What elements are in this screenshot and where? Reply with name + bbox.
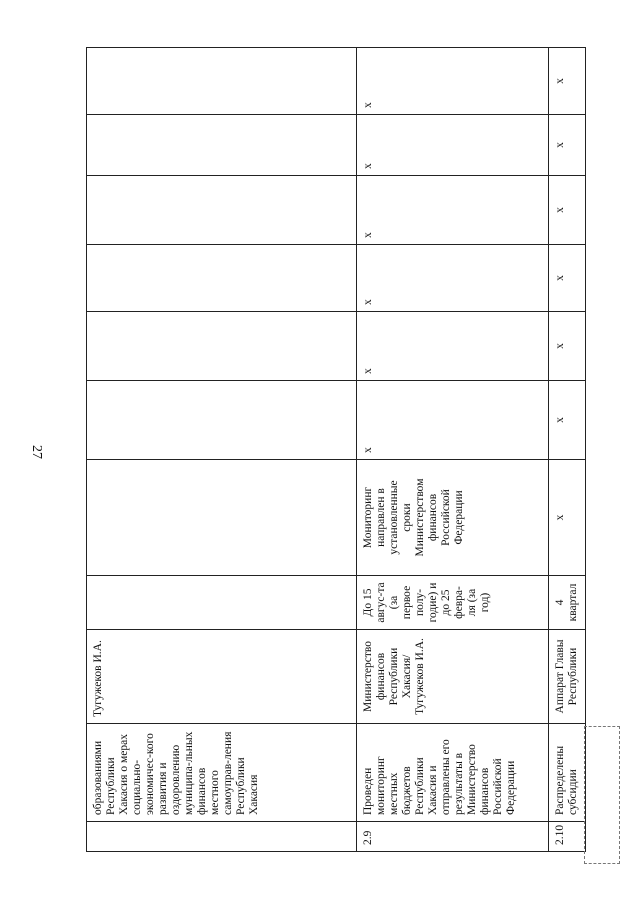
measure-cell: Распределены субсидии xyxy=(549,724,586,822)
value-cell: x xyxy=(549,48,586,115)
value-cell: x xyxy=(549,176,586,245)
rotated-table-container xyxy=(86,48,582,852)
value-cell: x xyxy=(357,176,549,245)
value-cell: x xyxy=(549,312,586,381)
measure-cell: образованиями Республики Хакасия о мерах социально-экономичес-кого развития и оздоровлению муниципа-льных финансов местного самоуправ-ления Республики Хакасия xyxy=(87,724,357,822)
value-cell xyxy=(87,48,357,115)
result-cell: x xyxy=(549,460,586,576)
value-cell xyxy=(87,176,357,245)
responsible-cell: Тугужеков И.А. xyxy=(87,630,357,724)
row-number xyxy=(87,822,357,852)
value-cell: x xyxy=(357,115,549,176)
table-row xyxy=(87,48,357,852)
value-cell: x xyxy=(549,381,586,460)
value-cell: x xyxy=(357,312,549,381)
responsible-cell: Министерство финансов Республики Хакасия/ Тугужеков И.А. xyxy=(357,630,549,724)
row-number: 2.9 xyxy=(357,822,549,852)
value-cell xyxy=(87,245,357,312)
responsible-cell: Аппарат Главы Республики xyxy=(549,630,586,724)
deadline-cell: До 15 авгус-та (за первое полу-годие) и до 25 февра-ля (за год) xyxy=(357,576,549,630)
value-cell: x xyxy=(357,245,549,312)
value-cell: x xyxy=(549,245,586,312)
value-cell: x xyxy=(549,115,586,176)
registration-stamp xyxy=(584,726,620,864)
value-cell xyxy=(87,312,357,381)
table-wrapper xyxy=(86,48,582,852)
table-row xyxy=(357,48,549,852)
result-cell: Мониторинг направлен в установленные сроки Министерством финансов Российской Федерации xyxy=(357,460,549,576)
row-number: 2.10 xyxy=(549,822,586,852)
table-row xyxy=(549,48,586,852)
value-cell xyxy=(87,381,357,460)
value-cell: x xyxy=(357,48,549,115)
measure-cell: Проведен мониторинг местных бюджетов Республики Хакасия и отправлены его результаты в Министерство финансов Российской Федерации xyxy=(357,724,549,822)
result-cell xyxy=(87,460,357,576)
value-cell: x xyxy=(357,381,549,460)
plan-table xyxy=(86,47,586,852)
page-number: 27 xyxy=(29,445,44,459)
deadline-cell: 4 квартал xyxy=(549,576,586,630)
deadline-cell xyxy=(87,576,357,630)
value-cell xyxy=(87,115,357,176)
